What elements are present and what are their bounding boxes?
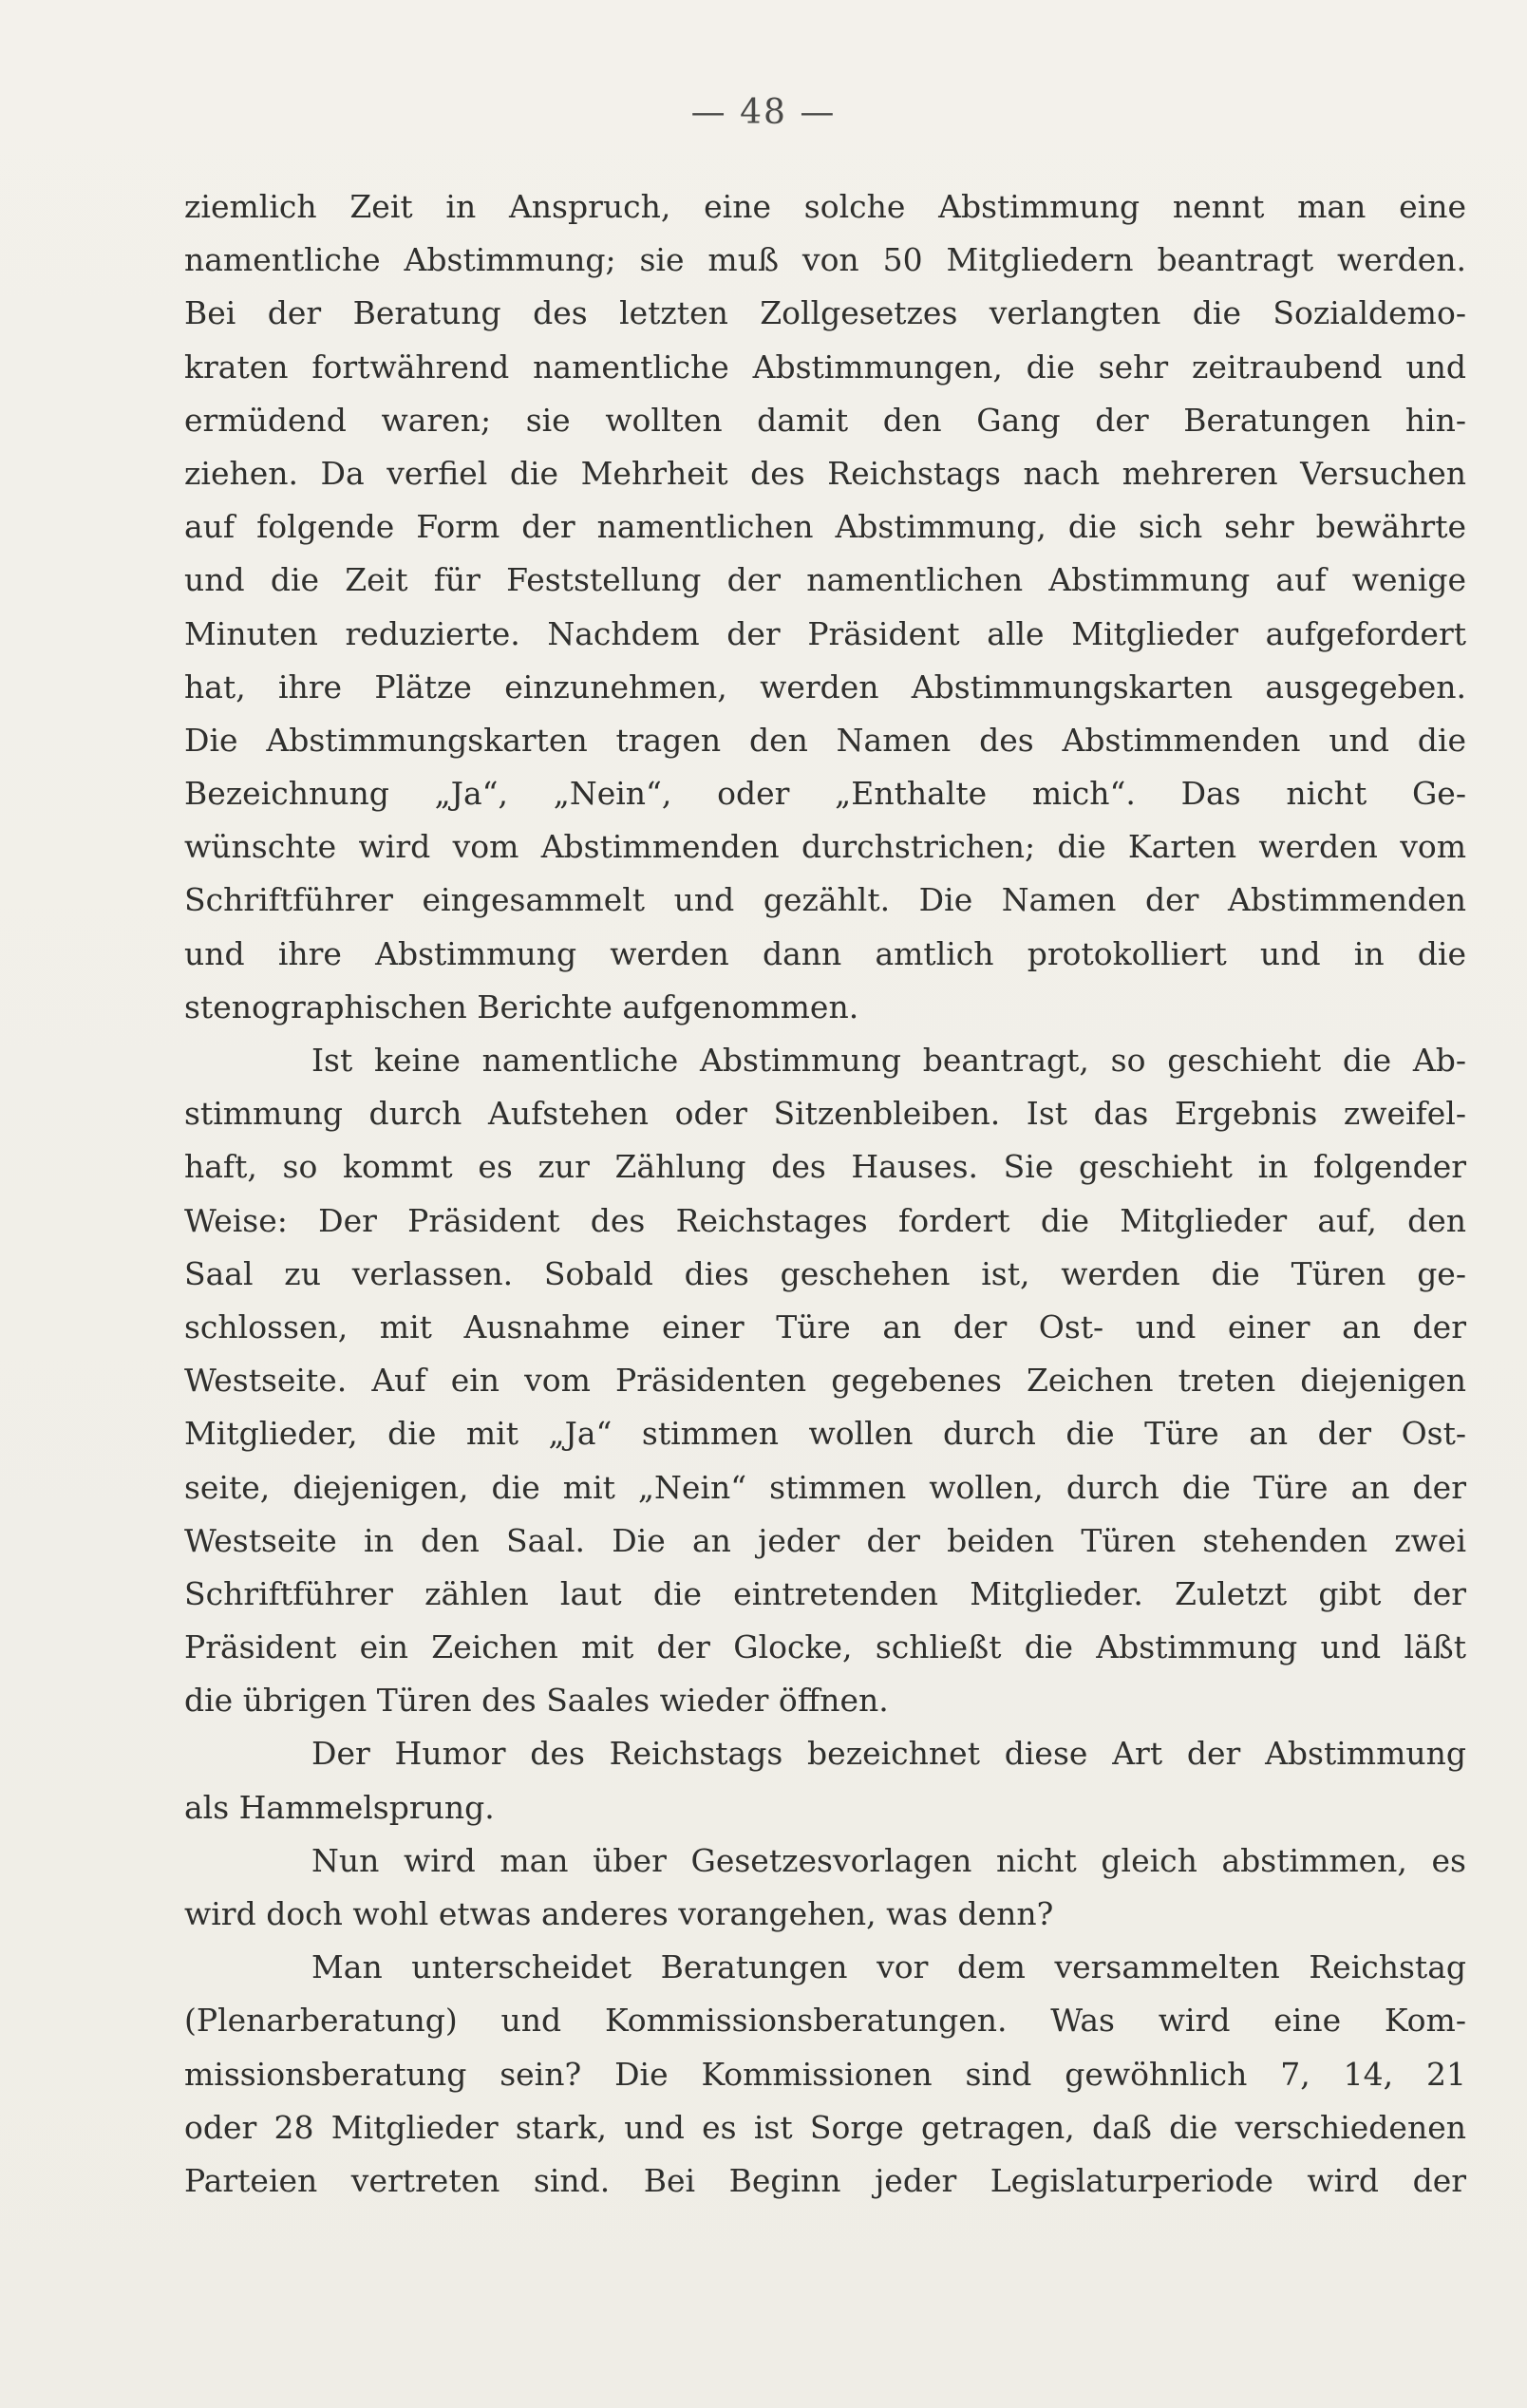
text-line: Nun wird man über Gesetzesvorlagen nicht gleich abstimmen, es <box>311 1841 1466 1879</box>
text-line: Mitglieder, die mit „Ja“ stimmen wollen durch die Türe an der Ost- <box>184 1415 1466 1453</box>
text-line: Minuten reduzierte. Nachdem der Präsident alle Mitglieder aufgefordert <box>184 614 1466 652</box>
text-line: Man unterscheidet Beratungen vor dem versammelten Reichstag <box>311 1948 1466 1986</box>
text-line: und die Zeit für Feststellung der namentlichen Abstimmung auf wenige <box>184 561 1466 599</box>
text-line: die übrigen Türen des Saales wieder öffnen. <box>184 1682 889 1720</box>
text-line: seite, diejenigen, die mit „Nein“ stimmen wollen, durch die Türe an der <box>184 1468 1466 1506</box>
text-line: Bezeichnung „Ja“, „Nein“, oder „Enthalte mich“. Das nicht Ge- <box>184 775 1466 813</box>
text-line: Saal zu verlassen. Sobald dies geschehen ist, werden die Türen ge- <box>184 1254 1466 1292</box>
text-line: Der Humor des Reichstags bezeichnet diese Art der Abstimmung <box>311 1735 1466 1773</box>
text-line: wird doch wohl etwas anderes vorangehen, was denn? <box>184 1895 1054 1932</box>
text-line: kraten fortwährend namentliche Abstimmungen, die sehr zeitraubend und <box>184 348 1466 386</box>
text-line: wünschte wird vom Abstimmenden durchstrichen; die Karten werden vom <box>184 828 1466 866</box>
text-line: schlossen, mit Ausnahme einer Türe an der Ost- und einer an der <box>184 1307 1466 1345</box>
text-line: oder 28 Mitglieder stark, und es ist Sorge getragen, daß die verschiedenen <box>184 2108 1466 2146</box>
text-line: Weise: Der Präsident des Reichstages fordert die Mitglieder auf, den <box>184 1201 1466 1239</box>
body-text <box>184 180 1466 2208</box>
text-line: namentliche Abstimmung; sie muß von 50 Mitgliedern beantragt werden. <box>184 241 1466 279</box>
text-line: Schriftführer eingesammelt und gezählt. Die Namen der Abstimmenden <box>184 881 1466 919</box>
page-number: — 48 — <box>690 93 837 132</box>
text-line: stimmung durch Aufstehen oder Sitzenbleiben. Ist das Ergebnis zweifel- <box>184 1095 1466 1133</box>
text-line: hat, ihre Plätze einzunehmen, werden Abstimmungskarten ausgegeben. <box>184 668 1466 705</box>
text-line: ziemlich Zeit in Anspruch, eine solche Abstimmung nennt man eine <box>184 188 1466 225</box>
text-line: Die Abstimmungskarten tragen den Namen des Abstimmenden und die <box>184 721 1466 759</box>
text-line: Präsident ein Zeichen mit der Glocke, schließt die Abstimmung und läßt <box>184 1628 1466 1666</box>
text-line: missionsberatung sein? Die Kommissionen sind gewöhnlich 7, 14, 21 <box>184 2055 1466 2093</box>
text-line: als Hammelsprung. <box>184 1788 495 1826</box>
text-line: und ihre Abstimmung werden dann amtlich protokolliert und in die <box>184 934 1466 972</box>
text-line: Westseite. Auf ein vom Präsidenten gegebenes Zeichen treten diejenigen <box>184 1362 1466 1400</box>
text-line: Bei der Beratung des letzten Zollgesetzes verlangten die Sozialdemo- <box>184 294 1466 332</box>
text-line: (Plenarberatung) und Kommissionsberatungen. Was wird eine Kom- <box>184 2002 1466 2040</box>
text-line: ziehen. Da verfiel die Mehrheit des Reichstags nach mehreren Versuchen <box>184 454 1466 492</box>
text-line: Schriftführer zählen laut die eintretenden Mitglieder. Zuletzt gibt der <box>184 1574 1466 1612</box>
text-line: haft, so kommt es zur Zählung des Hauses. Sie geschieht in folgender <box>184 1148 1466 1186</box>
text-line: Parteien vertreten sind. Bei Beginn jeder Legislaturperiode wird der <box>184 2161 1466 2199</box>
text-line: stenographischen Berichte aufgenommen. <box>184 988 859 1025</box>
text-line: auf folgende Form der namentlichen Abstimmung, die sich sehr bewährte <box>184 508 1466 546</box>
text-line: Westseite in den Saal. Die an jeder der beiden Türen stehenden zwei <box>184 1521 1466 1559</box>
text-line: ermüdend waren; sie wollten damit den Gang der Beratungen hin- <box>184 401 1466 439</box>
text-line: Ist keine namentliche Abstimmung beantragt, so geschieht die Ab- <box>311 1042 1466 1079</box>
